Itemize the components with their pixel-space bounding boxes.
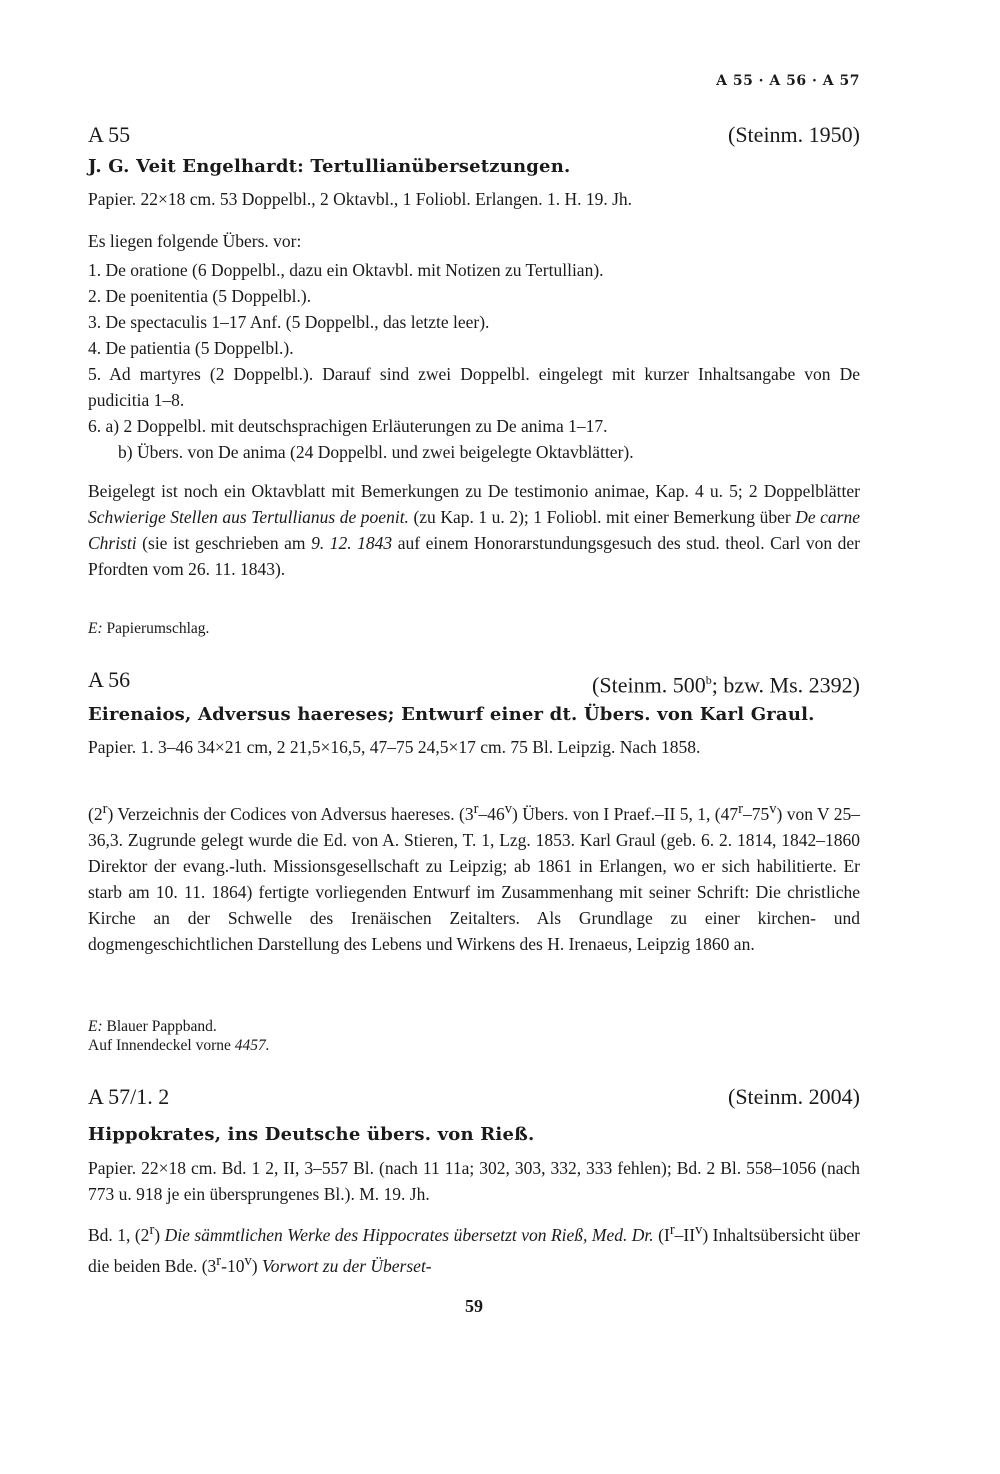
entry-number: A 57/1. 2	[88, 1084, 170, 1109]
entry-heading-a56	[88, 666, 860, 699]
list-item: 6. a) 2 Doppelbl. mit deutschsprachigen Erläuterungen zu De anima 1–17.	[88, 416, 608, 436]
entry-title: J. G. Veit Engelhardt: Tertullianübersetzungen.	[88, 156, 571, 177]
physical-description: Papier. 1. 3–46 34×21 cm, 2 21,5×16,5, 47–75 24,5×17 cm. 75 Bl. Leipzig. Nach 1858.	[88, 737, 701, 757]
entry-title: Eirenaios, Adversus haereses; Entwurf einer dt. Übers. von Karl Graul.	[88, 704, 815, 725]
binding-note: E: Papierumschlag.	[88, 620, 210, 637]
entry-heading-a55	[88, 121, 860, 149]
running-head: A 55 · A 56 · A 57	[716, 73, 860, 89]
entry-heading-a57	[88, 1083, 860, 1111]
list-item: 4. De patientia (5 Doppelbl.).	[88, 338, 294, 358]
list-item: 2. De poenitentia (5 Doppelbl.).	[88, 286, 312, 306]
entry-number: A 56	[88, 667, 131, 692]
list-intro: Es liegen folgende Übers. vor:	[88, 231, 302, 251]
physical-description: Papier. 22×18 cm. 53 Doppelbl., 2 Oktavbl., 1 Foliobl. Erlangen. 1. H. 19. Jh.	[88, 189, 633, 209]
list-item: 1. De oratione (6 Doppelbl., dazu ein Oktavbl. mit Notizen zu Tertullian).	[88, 260, 604, 280]
shelfmark: (Steinm. 500$^b$; bzw. Ms. 2392)	[592, 672, 860, 698]
entry-number: A 55	[88, 122, 131, 147]
shelfmark: (Steinm. 1950)	[728, 122, 860, 147]
content-description: Bd. 1, (2$^r$) Die sämmtlichen Werke des Hippocrates übersetzt von Rieß, Med. Dr. $(I^r-II^v)$ Inhaltsübersicht über die beiden Bde. (3$^r$-10$^v$) Vorwort zu der Überset-	[88, 1222, 861, 1276]
physical-description: Papier. 22×18 cm. Bd. 1 2, II, 3–557 Bl. (nach 11 11a; 302, 303, 332, 333 fehlen); Bd. 2 Bl. 558–1056 (nach 773 u. 918 je ein übersprungenes Bl.). M. 19. Jh.	[88, 1158, 860, 1204]
list-item: 5. Ad martyres (2 Doppelbl.). Darauf sind zwei Doppelbl. eingelegt mit kurzer Inhaltsangabe von De pudicitia 1–8.	[88, 364, 860, 410]
entry-title: Hippokrates, ins Deutsche übers. von Rieß.	[88, 1124, 535, 1145]
translation-list	[88, 257, 860, 465]
shelfmark: (Steinm. 2004)	[728, 1084, 860, 1109]
list-item: b) Übers. von De anima (24 Doppelbl. und zwei beigelegte Oktavblätter).	[118, 442, 634, 462]
binding-note: E: Blauer Pappband. Auf Innendeckel vorne 4457.	[88, 1018, 270, 1054]
page-number: 59	[465, 1296, 483, 1316]
content-description: (2$^r$) Verzeichnis der Codices von Adversus haereses. (3$^r$–46$^v$) Übers. von I Praef.–II 5, 1, (47$^r$–75$^v$) von V 25–36,3. Zugrunde gelegt wurde die Ed. von A. Stieren, T. 1, Lzg. 1853. Karl Graul (geb. 6. 2. 1814, 1842–1860 Direktor der evang.-luth. Missionsgesellschaft zu Leipzig; ab 1861 in Erlangen, wo er sich habilitierte. Er starb am 10. 11. 1864) fertigte vorliegenden Entwurf im Zusammenhang mit seiner Schrift: Die christliche Kirche an der Schwelle des Irenäischen Zeitalters. Als Grundlage zu einer kirchen- und dogmengeschichtlichen Darstellung des Lebens und Wirkens des H. Irenaeus, Leipzig 1860 an.	[88, 801, 860, 954]
enclosure-note: Beigelegt ist noch ein Oktavblatt mit Bemerkungen zu De testimonio animae, Kap. 4 u. 5; 2 Doppelblätter Schwierige Stellen aus Tertullianus de poenit. (zu Kap. 1 u. 2); 1 Foliobl. mit einer Bemerkung über De carne Christi (sie ist geschrieben am 9. 12. 1843 auf einem Honorarstundungsgesuch des stud. theol. Carl von der Pfordten vom 26. 11. 1843).	[88, 481, 860, 579]
list-item: 3. De spectaculis 1–17 Anf. (5 Doppelbl., das letzte leer).	[88, 312, 490, 332]
